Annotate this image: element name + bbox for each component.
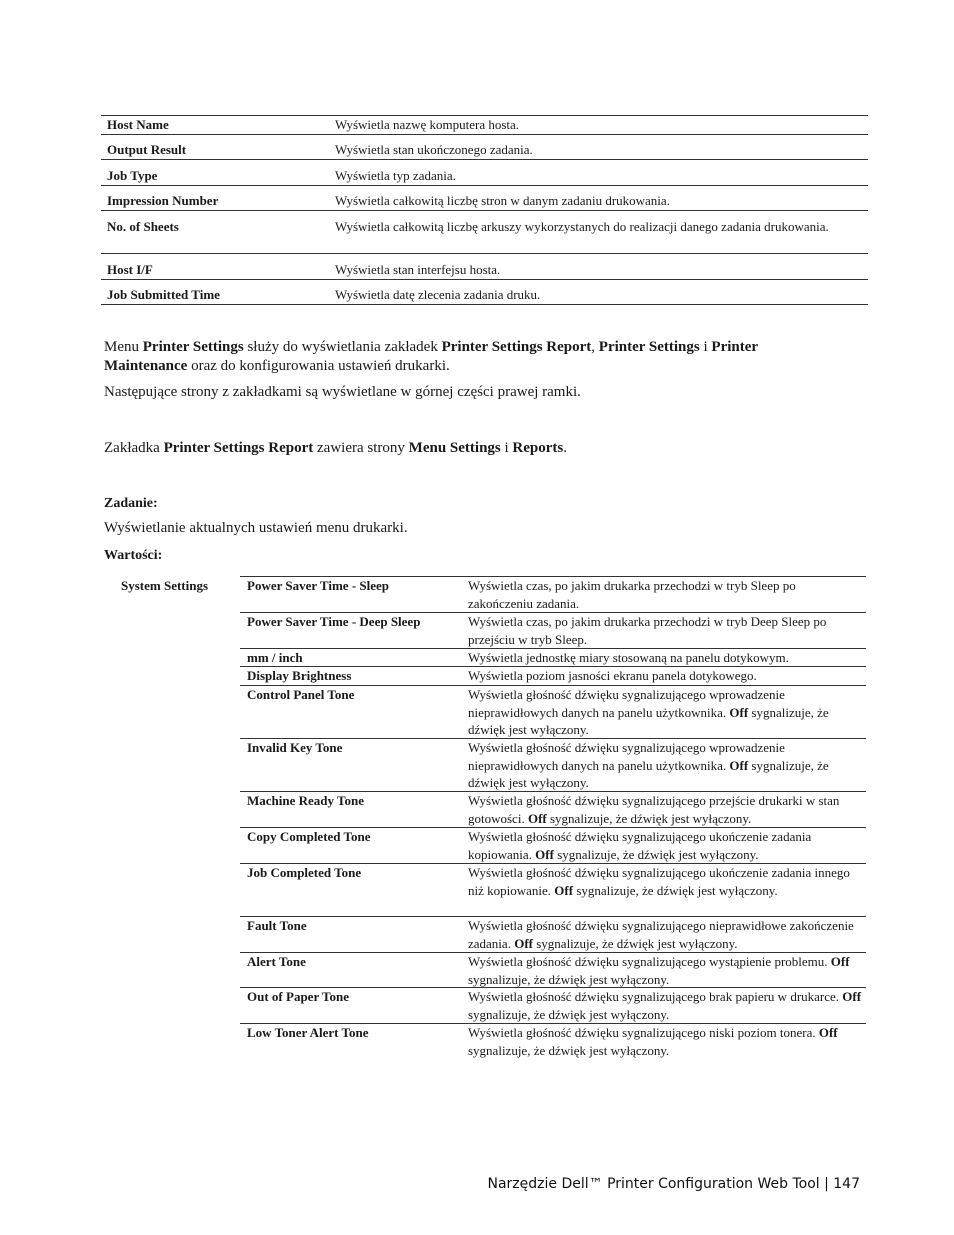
bold-term: Off: [830, 954, 850, 969]
text-run: Wyświetla głośność dźwięku sygnalizującego przejście drukarki w stan gotowości.: [468, 793, 840, 826]
text-run: Wyświetla głośność dźwięku sygnalizującego wprowadzenie nieprawidłowych danych na panelu użytkownika.: [468, 687, 785, 720]
table-row: [240, 988, 866, 1024]
table-row: [240, 864, 866, 917]
setting-description: [461, 953, 866, 987]
row-label: Output Result: [107, 142, 187, 157]
setting-description: [461, 649, 866, 666]
text-run: Wyświetla głośność dźwięku sygnalizującego ukończenie zadania kopiowania.: [468, 829, 812, 862]
setting-description: [461, 739, 866, 791]
setting-name: Power Saver Time - Sleep: [247, 578, 390, 593]
table-row: [240, 953, 866, 988]
task-heading: Zadanie:: [104, 496, 158, 511]
setting-name: Display Brightness: [247, 668, 352, 683]
setting-name: Power Saver Time - Deep Sleep: [247, 614, 421, 629]
bold-term: Printer Settings Report: [441, 339, 592, 355]
setting-name: Copy Completed Tone: [247, 829, 371, 844]
setting-name: Alert Tone: [247, 954, 306, 969]
setting-description: [461, 917, 866, 952]
row-description: Wyświetla całkowitą liczbę stron w danym zadaniu drukowania.: [335, 193, 670, 208]
row-description: Wyświetla typ zadania.: [335, 168, 456, 183]
text-run: sygnalizuje, że dźwięk jest wyłączony.: [532, 935, 738, 951]
text-run: sygnalizuje, że dźwięk jest wyłączony.: [468, 1006, 670, 1022]
row-label: Host Name: [107, 117, 169, 132]
text-run: .: [563, 440, 567, 456]
bold-term: Menu Settings: [408, 440, 501, 456]
setting-description: [461, 988, 866, 1023]
text-run: Wyświetla poziom jasności ekranu panela dotykowego.: [468, 668, 757, 683]
bold-term: Off: [554, 882, 574, 898]
setting-description: [461, 1024, 866, 1064]
row-description: Wyświetla datę zlecenia zadania druku.: [335, 287, 541, 302]
setting-name: Invalid Key Tone: [247, 740, 343, 755]
setting-name: Job Completed Tone: [247, 865, 362, 880]
row-description: Wyświetla stan ukończonego zadania.: [335, 142, 533, 157]
setting-description: [461, 792, 866, 827]
bold-term: Printer Settings: [142, 339, 244, 355]
text-run: sygnalizuje, że dźwięk jest wyłączony.: [468, 704, 829, 738]
table-row: [240, 667, 866, 686]
row-label: No. of Sheets: [107, 219, 179, 234]
bold-term: Off: [535, 846, 554, 862]
bold-term: Off: [818, 1025, 838, 1040]
row-description: Wyświetla stan interfejsu hosta.: [335, 262, 501, 277]
text-run: i: [500, 440, 513, 456]
table-row: [101, 254, 868, 280]
text-run: Wyświetla głośność dźwięku sygnalizującego brak papieru w drukarce.: [468, 989, 843, 1004]
report-tab-paragraph: [104, 439, 824, 458]
table-row: [101, 186, 868, 211]
table-row: [240, 828, 866, 864]
bold-term: Reports: [512, 440, 564, 456]
table-row: [101, 160, 868, 186]
bold-term: Printer Settings Report: [163, 440, 314, 456]
values-heading: Wartości:: [104, 548, 163, 563]
table-row: [240, 739, 866, 792]
setting-name: Machine Ready Tone: [247, 793, 365, 808]
setting-description: [461, 686, 866, 738]
intro-paragraph: [104, 338, 824, 376]
setting-name: Low Toner Alert Tone: [247, 1025, 369, 1040]
task-text: Wyświetlanie aktualnych ustawień menu drukarki.: [104, 520, 408, 536]
text-run: sygnalizuje, że dźwięk jest wyłączony.: [468, 1042, 670, 1058]
page-footer: Narzędzie Dell™ Printer Configuration Web Tool | 147: [487, 1176, 860, 1192]
text-run: Wyświetla czas, po jakim drukarka przechodzi w tryb Sleep po zakończeniu zadania.: [468, 578, 796, 611]
text-run: ,: [591, 339, 599, 355]
text-run: Zakładka: [104, 440, 164, 456]
bold-term: Off: [514, 935, 533, 951]
text-run: Wyświetla głośność dźwięku sygnalizującego nieprawidłowe zakończenie zadania.: [468, 918, 854, 951]
text-run: sygnalizuje, że dźwięk jest wyłączony.: [468, 757, 829, 791]
info-table: [101, 115, 868, 305]
setting-description: [461, 828, 866, 863]
row-description: Wyświetla nazwę komputera hosta.: [335, 117, 520, 132]
row-label: Host I/F: [107, 262, 153, 277]
text-run: Wyświetla czas, po jakim drukarka przechodzi w tryb Deep Sleep po przejściu w tryb Sleep.: [468, 614, 827, 647]
setting-name: Control Panel Tone: [247, 687, 355, 702]
setting-description: [461, 577, 866, 612]
table-row: [240, 577, 866, 613]
bold-term: Printer Maintenance: [104, 339, 758, 374]
table-row: [240, 917, 866, 953]
table-row: [101, 135, 868, 160]
bold-term: Printer Settings: [598, 339, 700, 355]
setting-name: Fault Tone: [247, 918, 307, 933]
section-label: System Settings: [121, 578, 209, 593]
text-run: Wyświetla jednostkę miary stosowaną na panelu dotykowym.: [468, 650, 789, 665]
setting-description: [461, 613, 866, 648]
bold-term: Off: [527, 810, 547, 826]
text-run: Wyświetla głośność dźwięku sygnalizującego ukończenie zadania innego niż kopiowanie.: [468, 865, 850, 898]
tabs-paragraph: Następujące strony z zakładkami są wyświetlane w górnej części prawej ramki.: [104, 384, 581, 400]
bold-term: Off: [729, 704, 749, 720]
table-row: [240, 686, 866, 739]
table-row: [240, 649, 866, 667]
row-label: Impression Number: [107, 193, 219, 208]
row-description: Wyświetla całkowitą liczbę arkuszy wykorzystanych do realizacji danego zadania drukowania.: [335, 219, 829, 234]
text-run: sygnalizuje, że dźwięk jest wyłączony.: [546, 810, 752, 826]
text-run: Menu: [104, 339, 143, 355]
text-run: sygnalizuje, że dźwięk jest wyłączony.: [553, 846, 759, 862]
table-row: [240, 792, 866, 828]
text-run: i: [699, 339, 712, 355]
table-row: [101, 280, 868, 305]
text-run: oraz do konfigurowania ustawień drukarki.: [187, 358, 450, 374]
text-run: Wyświetla głośność dźwięku sygnalizującego niski poziom tonera.: [468, 1025, 819, 1040]
values-table: [240, 576, 866, 1064]
table-row: [240, 613, 866, 649]
text-run: służy do wyświetlania zakładek: [243, 339, 442, 355]
setting-name: mm / inch: [247, 650, 303, 665]
table-row: [101, 116, 868, 135]
text-run: sygnalizuje, że dźwięk jest wyłączony.: [573, 882, 778, 898]
setting-description: [461, 864, 866, 916]
bold-term: Off: [842, 989, 862, 1004]
table-row: [101, 211, 868, 254]
text-run: zawiera strony: [313, 440, 409, 456]
text-run: Wyświetla głośność dźwięku sygnalizującego wystąpienie problemu.: [468, 954, 831, 969]
setting-description: [461, 667, 866, 685]
setting-name: Out of Paper Tone: [247, 989, 349, 1004]
row-label: Job Type: [107, 168, 158, 183]
bold-term: Off: [729, 757, 749, 773]
row-label: Job Submitted Time: [107, 287, 220, 302]
text-run: sygnalizuje, że dźwięk jest wyłączony.: [468, 971, 670, 987]
table-row: [240, 1024, 866, 1064]
text-run: Wyświetla głośność dźwięku sygnalizującego wprowadzenie nieprawidłowych danych na panelu użytkownika.: [468, 740, 785, 773]
